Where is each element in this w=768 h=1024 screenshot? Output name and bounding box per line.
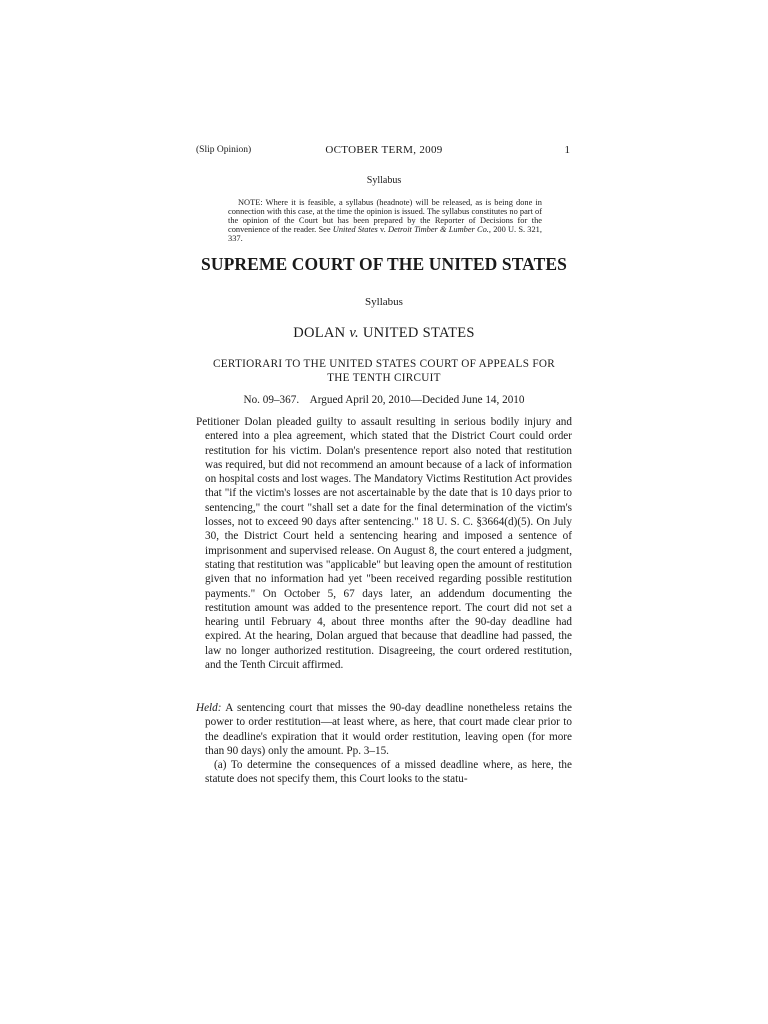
- syllabus-heading-top: Syllabus: [366, 175, 402, 186]
- term-label: OCTOBER TERM, 2009: [325, 144, 443, 156]
- subpoint-a: (a) To determine the consequences of a missed deadline where, as here, the statute does not specify them, this Court looks to the statu-: [205, 759, 572, 786]
- court-title: SUPREME COURT OF THE UNITED STATES: [201, 254, 567, 274]
- page-number: 1: [564, 144, 570, 156]
- syllabus-heading: Syllabus: [365, 296, 403, 308]
- note-versus: v.: [377, 225, 388, 235]
- facts-section: [196, 415, 572, 672]
- running-head: [196, 144, 572, 158]
- held-label: Held:: [196, 702, 222, 714]
- certiorari-line-2: THE TENTH CIRCUIT: [327, 372, 441, 384]
- certiorari-line-1: CERTIORARI TO THE UNITED STATES COURT OF APPEALS FOR: [213, 358, 555, 370]
- certiorari-line: [196, 357, 572, 385]
- note-citation: , 200 U. S. 321, 337.: [228, 225, 542, 244]
- note-case-party-2: Detroit Timber & Lumber Co.: [387, 225, 489, 235]
- case-name: [196, 325, 572, 342]
- reporter-note: [228, 198, 542, 243]
- petitioner-name: DOLAN: [293, 325, 346, 341]
- note-case-party: United States: [332, 225, 378, 235]
- respondent-name: UNITED STATES: [362, 325, 475, 341]
- held-section: [196, 701, 572, 787]
- facts-paragraph: Petitioner Dolan pleaded guilty to assault resulting in serious bodily injury and entered into a plea agreement, which stated that the District Court could order restitution for his victim. Dolan's presentence report also noted that restitution was required, but did not recommend an amount because of a lack of information on hospital costs and lost wages. The Mandatory Victims Restitution Act provides that "if the victim's losses are not ascertainable by the date that is 10 days prior to sentencing," the court "shall set a date for the final determination of the victim's losses, not to exceed 90 days after sentencing." 18 U. S. C. §3664(d)(5). On July 30, the District Court held a sentencing hearing and imposed a sentence of imprisonment and supervised release. On August 8, the court entered a judgment, stating that restitution was "applicable" but leaving open the amount of restitution given that no information had yet "been received regarding possible restitution payments." On October 5, 67 days later, an addendum documenting the restitution amount was added to the presentence report. The court did not set a hearing until February 4, about three months after the 90-day deadline had expired. At the hearing, Dolan argued that because that deadline had passed, the law no longer authorized restitution. Disagreeing, the court ordered restitution, and the Tenth Circuit affirmed.: [196, 416, 572, 672]
- held-text: A sentencing court that misses the 90-day deadline nonetheless retains the power to order restitution—at least where, as here, that court made clear prior to the deadline's expiration that it would order restitution, leaving open (for more than 90 days) only the amount. Pp. 3–15.: [205, 702, 572, 757]
- versus: v.: [349, 325, 359, 341]
- held-paragraph: [196, 701, 572, 758]
- docket-line: No. 09–367. Argued April 20, 2010—Decided June 14, 2010: [243, 394, 525, 406]
- note-text: NOTE: Where it is feasible, a syllabus (headnote) will be released, as is being done in connection with this case, at the time the opinion is issued. The syllabus constitutes no part of the opinion of the Court but has been prepared by the Reporter of Decisions for the convenience of the reader. See: [228, 198, 542, 235]
- slip-opinion-label: (Slip Opinion): [196, 145, 252, 155]
